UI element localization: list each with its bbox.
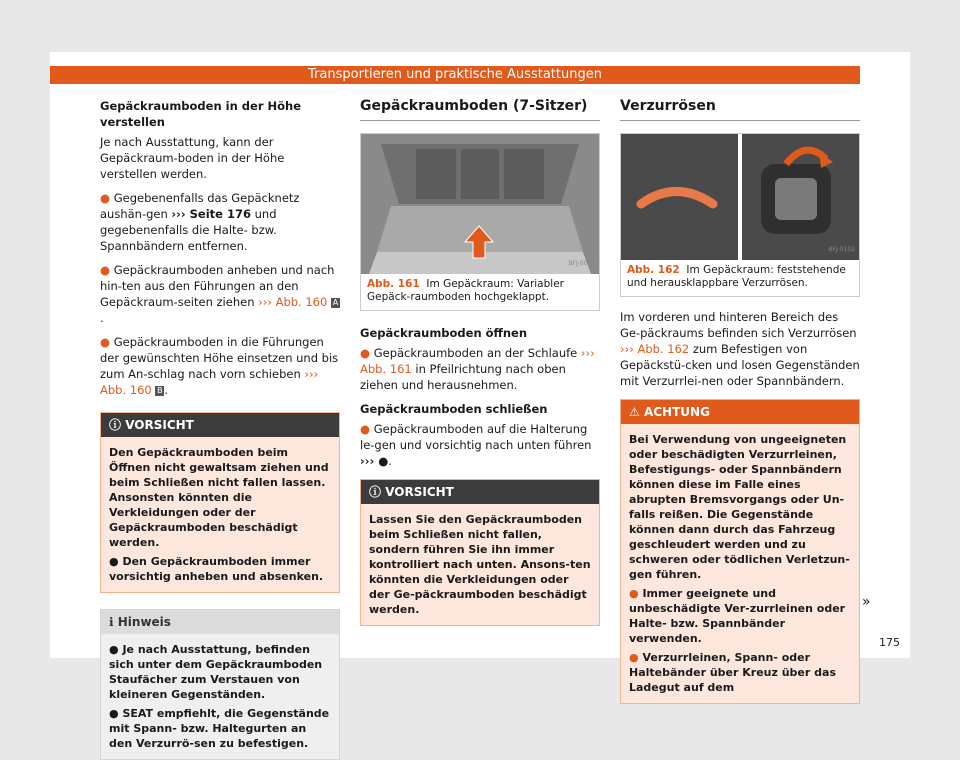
tie-down-illustration <box>621 134 859 260</box>
column-right <box>620 98 860 704</box>
bullet-icon: ● <box>100 191 114 205</box>
figure <box>620 133 860 297</box>
caution-box <box>360 479 600 626</box>
body-text: Im vorderen und hinteren Bereich des Ge-päckraums befinden sich Verzurrösen ››› Abb. 162 zum Befestigen von Gepäckstü-cken und losen Gegenständen mit Verzurrlei-nen oder Spannbändern. <box>620 310 860 388</box>
figure-link[interactable]: ››› Abb. 162 <box>620 342 690 356</box>
caution-body: Den Gepäckraumboden beim Öffnen nicht gewaltsam ziehen und beim Schließen nicht fallen lassen. Ansonsten könnten die Verkleidungen oder der Gepäckraumboden beschädigt werden. ● Den Gepäckraumboden immer vorsichtig anheben und absenken. <box>101 437 339 592</box>
warning-link[interactable]: ››› <box>360 454 379 468</box>
figure-code: BFJ-0102 <box>828 246 855 253</box>
warning-circle-icon: ● <box>378 454 389 468</box>
figure-link[interactable]: ››› Abb. 160 <box>258 295 328 309</box>
note-header: ℹ Hinweis <box>101 610 339 634</box>
caution-header: ⓘ VORSICHT <box>101 413 339 437</box>
section-heading: Gepäckraumboden in der Höhe verstellen <box>100 99 302 129</box>
info-circle-icon: ⓘ <box>369 485 382 499</box>
continue-marker: » <box>862 594 871 610</box>
bullet-icon: ● <box>100 335 114 349</box>
trunk-photo <box>361 134 599 274</box>
caution-header: ⓘ VORSICHT <box>361 480 599 504</box>
info-icon: ℹ <box>109 615 114 629</box>
letter-badge: A <box>332 297 339 307</box>
figure-code: BFJ-0095 <box>568 260 595 267</box>
bullet-icon: ● <box>360 346 374 360</box>
caution-box <box>100 412 340 593</box>
list-item: ● Gegebenenfalls das Gepäcknetz aushän-gen ››› Seite 176 und gegebenenfalls die Halte- bzw. Spannbändern entfernen. <box>100 191 300 253</box>
figure-link[interactable]: ››› Abb. 160 <box>100 367 319 397</box>
figure-caption: Abb. 162 Im Gepäckraum: feststehende und herausklappbare Verzurrösen. <box>627 264 846 289</box>
intro-text: Je nach Ausstattung, kann der Gepäckraum-boden in der Höhe verstellen werden. <box>100 135 285 181</box>
figure-caption: Abb. 161 Im Gepäckraum: Variabler Gepäck-raumboden hochgeklappt. <box>367 278 564 303</box>
column-middle <box>360 98 600 626</box>
list-item: ● Gepäckraumboden auf die Halterung le-gen und vorsichtig nach unten führen ››› ●. <box>360 422 592 468</box>
warning-triangle-icon: ⚠ <box>629 405 640 419</box>
section-title: Gepäckraumboden (7-Sitzer) <box>360 98 600 121</box>
chapter-header: Transportieren und praktische Ausstattungen <box>50 66 860 84</box>
warning-header: ⚠ ACHTUNG <box>621 400 859 424</box>
trunk-floor-illustration <box>361 134 599 274</box>
section-title: Verzurrösen <box>620 98 860 121</box>
column-left <box>100 98 340 760</box>
note-body: ● Je nach Ausstattung, befinden sich unter dem Gepäckraumboden Staufächer zum Verstauen von kleineren Gegenständen. ● SEAT empfiehlt, die Gegenstände mit Spann- bzw. Haltegurten an den Verzurrö-sen zu befestigen. <box>101 634 339 759</box>
tie-down-photo <box>621 134 859 260</box>
list-item: ● Gepäckraumboden an der Schlaufe ››› Abb. 161 in Pfeilrichtung nach oben ziehen und herausnehmen. <box>360 346 595 392</box>
bullet-icon: ● <box>360 422 374 436</box>
page-link[interactable]: ››› Seite 176 <box>171 207 251 221</box>
page-number: 175 <box>879 636 900 649</box>
warning-body: Bei Verwendung von ungeeigneten oder beschädigten Verzurrleinen, Befestigungs- oder Spannbändern können diese im Falle eines abrupten Bremsvorgangs oder Un-falls reißen. Die Gegenstände können dann durch das Fahrzeug geschleudert werden und zu schweren oder tödlichen Verletzun-gen führen. ● Immer geeignete und unbeschädigte Ver-zurrleinen oder Halte- bzw. Spannbänder verwenden. ● Verzurrleinen, Spann- oder Haltebänder über Kreuz über das Ladegut auf dem <box>621 424 859 703</box>
caution-body: Lassen Sie den Gepäckraumboden beim Schließen nicht fallen, sondern führen Sie ihn immer kontrolliert nach unten. Ansons-ten könnten die Verkleidungen oder der Ge-päckraumboden beschädigt werden. <box>361 504 599 625</box>
note-box <box>100 609 340 760</box>
letter-badge: B <box>157 385 163 395</box>
section-heading: Gepäckraumboden schließen <box>360 402 548 416</box>
warning-box <box>620 399 860 704</box>
bullet-icon: ● <box>100 263 114 277</box>
section-heading: Gepäckraumboden öffnen <box>360 326 528 340</box>
figure <box>360 133 600 311</box>
list-item: ● Gepäckraumboden anheben und nach hin-ten aus den Führungen an den Gepäckraum-seiten ziehen ››› Abb. 160 A. <box>100 263 339 325</box>
info-circle-icon: ⓘ <box>109 418 122 432</box>
list-item: ● Gepäckraumboden in die Führungen der gewünschten Höhe einsetzen und bis zum An-schlag nach vorn schieben ››› Abb. 160 B . <box>100 335 339 397</box>
figure-link[interactable]: ››› Abb. 161 <box>360 346 595 376</box>
